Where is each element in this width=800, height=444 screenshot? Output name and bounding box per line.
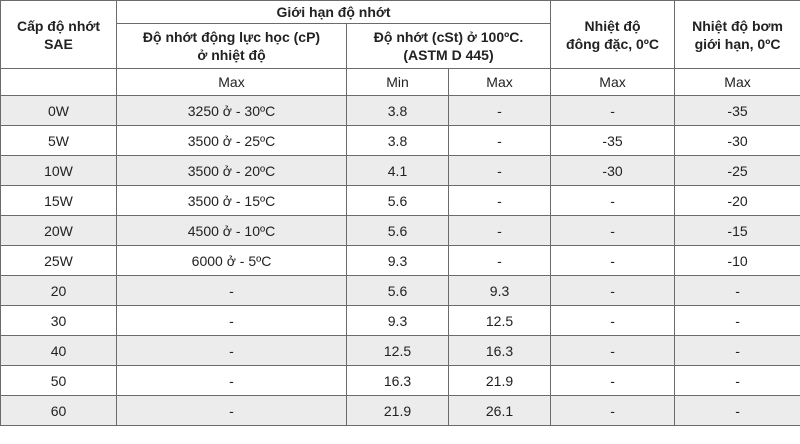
cell-pour-max: -30 <box>551 156 675 186</box>
cell-kinematic-min: 9.3 <box>347 306 449 336</box>
table-row <box>1 366 800 396</box>
table-row <box>1 186 800 216</box>
cell-grade: 40 <box>1 336 117 366</box>
cell-dynamic-max: 3500 ở - 15ºC <box>117 186 347 216</box>
cell-kinematic-max: 16.3 <box>449 336 551 366</box>
cell-kinematic-min: 9.3 <box>347 246 449 276</box>
cell-pour-max: - <box>551 396 675 426</box>
cell-dynamic-max: 3500 ở - 25ºC <box>117 126 347 156</box>
cell-pour-max: - <box>551 216 675 246</box>
cell-pump-max: -20 <box>675 186 800 216</box>
cell-dynamic-max: - <box>117 306 347 336</box>
cell-pump-max: -25 <box>675 156 800 186</box>
header-pumping-temp <box>675 1 800 69</box>
cell-pump-max: -30 <box>675 126 800 156</box>
cell-kinematic-min: 3.8 <box>347 126 449 156</box>
subheader-pour-max: Max <box>551 69 675 96</box>
cell-kinematic-max: - <box>449 96 551 126</box>
cell-grade: 25W <box>1 246 117 276</box>
cell-pump-max: -35 <box>675 96 800 126</box>
cell-dynamic-max: 3250 ở - 30ºC <box>117 96 347 126</box>
cell-dynamic-max: - <box>117 366 347 396</box>
cell-kinematic-min: 3.8 <box>347 96 449 126</box>
subheader-blank <box>1 69 117 96</box>
cell-dynamic-max: - <box>117 276 347 306</box>
cell-pour-max: - <box>551 366 675 396</box>
cell-kinematic-max: 9.3 <box>449 276 551 306</box>
cell-grade: 60 <box>1 396 117 426</box>
cell-grade: 20W <box>1 216 117 246</box>
cell-kinematic-max: - <box>449 156 551 186</box>
cell-kinematic-min: 12.5 <box>347 336 449 366</box>
subheader-pump-max: Max <box>675 69 800 96</box>
table-row <box>1 396 800 426</box>
cell-dynamic-max: 4500 ở - 10ºC <box>117 216 347 246</box>
cell-pour-max: - <box>551 306 675 336</box>
header-viscosity-limits: Giới hạn độ nhớt <box>117 1 551 24</box>
table-row <box>1 336 800 366</box>
cell-kinematic-min: 5.6 <box>347 216 449 246</box>
header-pump-line2: giới hạn, 0ºC <box>694 35 781 52</box>
header-grade-line2: SAE <box>44 35 73 52</box>
cell-pour-max: - <box>551 246 675 276</box>
header-kinematic-viscosity <box>347 24 551 69</box>
cell-kinematic-max: - <box>449 216 551 246</box>
header-dynamic-line2: ở nhiệt độ <box>197 47 266 63</box>
table-row <box>1 156 800 186</box>
cell-kinematic-min: 16.3 <box>347 366 449 396</box>
cell-grade: 50 <box>1 366 117 396</box>
header-pour-line1: Nhiệt độ <box>584 17 641 34</box>
cell-kinematic-min: 5.6 <box>347 276 449 306</box>
cell-pump-max: -15 <box>675 216 800 246</box>
cell-kinematic-max: - <box>449 126 551 156</box>
header-dynamic-line1: Độ nhớt động lực học (cP) <box>142 29 321 45</box>
cell-kinematic-max: - <box>449 186 551 216</box>
cell-kinematic-max: - <box>449 246 551 276</box>
table-row <box>1 126 800 156</box>
cell-kinematic-min: 4.1 <box>347 156 449 186</box>
cell-pump-max: -10 <box>675 246 800 276</box>
header-pour-point <box>551 1 675 69</box>
header-grade <box>1 1 117 69</box>
cell-pump-max: - <box>675 306 800 336</box>
cell-grade: 10W <box>1 156 117 186</box>
cell-grade: 5W <box>1 126 117 156</box>
cell-grade: 15W <box>1 186 117 216</box>
cell-dynamic-max: 3500 ở - 20ºC <box>117 156 347 186</box>
cell-kinematic-max: 21.9 <box>449 366 551 396</box>
cell-kinematic-max: 26.1 <box>449 396 551 426</box>
header-grade-line1: Cấp độ nhớt <box>16 17 101 34</box>
cell-pour-max: - <box>551 276 675 306</box>
cell-pour-max: -35 <box>551 126 675 156</box>
cell-dynamic-max: - <box>117 336 347 366</box>
header-pump-line1: Nhiệt độ bơm <box>692 17 783 34</box>
cell-kinematic-min: 21.9 <box>347 396 449 426</box>
cell-kinematic-max: 12.5 <box>449 306 551 336</box>
cell-pump-max: - <box>675 366 800 396</box>
cell-grade: 20 <box>1 276 117 306</box>
cell-dynamic-max: 6000 ở - 5ºC <box>117 246 347 276</box>
cell-grade: 30 <box>1 306 117 336</box>
header-pour-line2: đông đặc, 0ºC <box>566 35 660 52</box>
cell-pump-max: - <box>675 396 800 426</box>
table-row <box>1 306 800 336</box>
cell-pump-max: - <box>675 336 800 366</box>
cell-kinematic-min: 5.6 <box>347 186 449 216</box>
subheader-kinematic-max: Max <box>449 69 551 96</box>
cell-pour-max: - <box>551 96 675 126</box>
table-row <box>1 276 800 306</box>
cell-pour-max: - <box>551 336 675 366</box>
table-row <box>1 96 800 126</box>
cell-pour-max: - <box>551 186 675 216</box>
cell-dynamic-max: - <box>117 396 347 426</box>
table-row <box>1 246 800 276</box>
table-row <box>1 216 800 246</box>
cell-grade: 0W <box>1 96 117 126</box>
header-kinematic-line2: (ASTM D 445) <box>403 47 494 63</box>
header-kinematic-line1: Độ nhớt (cSt) ở 100ºC. <box>373 29 524 45</box>
cell-pump-max: - <box>675 276 800 306</box>
subheader-dynamic-max: Max <box>117 69 347 96</box>
header-dynamic-viscosity <box>117 24 347 69</box>
subheader-kinematic-min: Min <box>347 69 449 96</box>
